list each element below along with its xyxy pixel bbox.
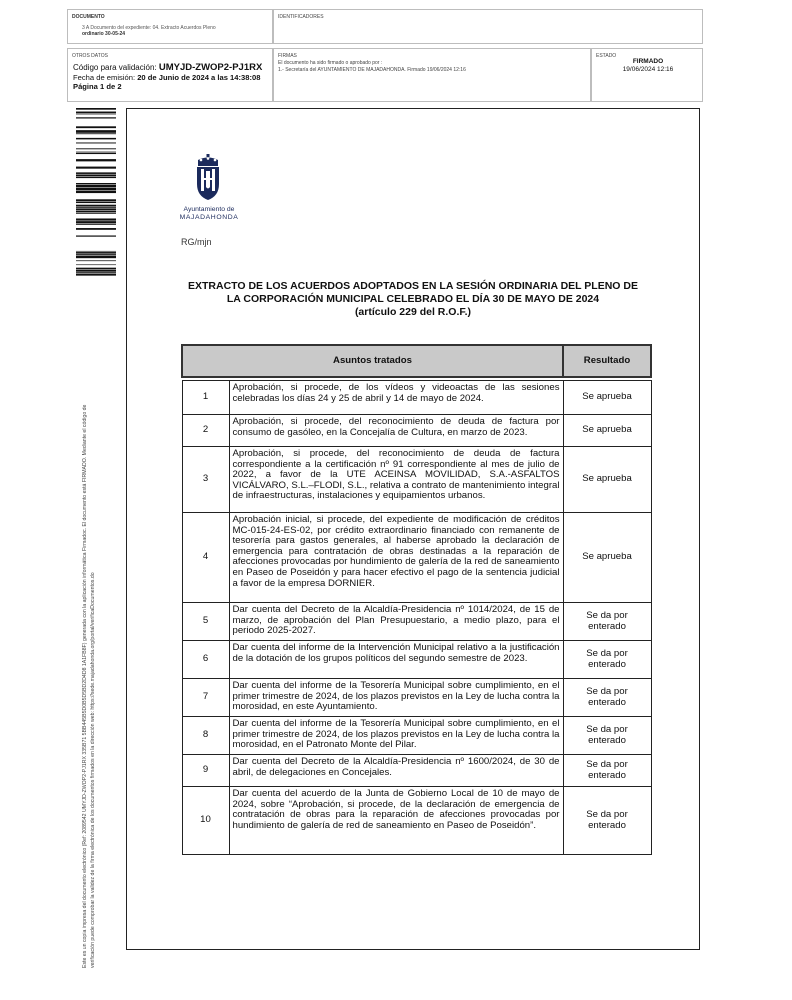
title-line3: (artículo 229 del R.O.F.) [354,306,472,318]
pagina-indicator: Página 1 de 2 [73,82,122,91]
barcode-bar [76,228,116,230]
barcode-bar [76,235,116,236]
barcode-bar [76,114,116,115]
barcode-bar [76,172,116,174]
row-result: Se da por enterado [563,717,651,755]
row-result: Se da por enterado [563,755,651,787]
row-number: 1 [182,381,229,415]
barcode-bar [76,202,116,203]
table-row [182,381,651,415]
row-result: Se aprueba [563,447,651,513]
table-row [182,641,651,679]
firmas-label: FIRMAS [278,53,297,59]
barcode-bar [76,174,116,176]
row-subject: Dar cuenta del informe de la Tesorería Municipal sobre cumplimiento, en el primer trimestre de 2024, de los plazos previstos en la Ley de lucha contra la morosidad, en este Ayuntamiento. [229,679,563,717]
table-row [182,755,651,787]
table-row [182,415,651,447]
barcode-bar [76,218,116,220]
row-result: Se da por enterado [563,679,651,717]
fecha-emision [73,73,260,82]
barcode-bar [76,130,116,133]
header-resultado: Resultado [563,345,651,377]
table-row [182,603,651,641]
fecha-value: 20 de Junio de 2024 a las 14:38:08 [137,73,261,82]
barcode-image [76,108,116,276]
barcode-bar [76,208,116,210]
estado-date: 19/06/2024 12:16 [622,66,674,73]
row-subject: Dar cuenta del informe de la Intervención Municipal relativo a la justificación de la dotación de los grupos políticos del segundo semestre de 2023. [229,641,563,679]
barcode-bar [76,268,116,270]
row-subject: Dar cuenta del Decreto de la Alcaldía-Presidencia nº 1014/2024, de 15 de marzo, de aprobación del Plan Presupuestario, a medio plazo, para el periodo 2025-2027. [229,603,563,641]
fecha-label: Fecha de emisión: [73,73,136,82]
barcode-bar [76,260,116,261]
barcode-bar [76,256,116,258]
barcode-bar [76,207,116,208]
barcode-bar [76,153,116,154]
table-row [182,447,651,513]
barcode-bar [76,264,116,265]
title-line1: EXTRACTO DE LOS ACUERDOS ADOPTADOS EN LA SESIÓN ORDINARIA DEL PLENO DE [188,280,638,292]
barcode-bar [76,183,116,184]
barcode-bar [76,148,116,149]
header-firmas-box [273,48,591,102]
row-number: 8 [182,717,229,755]
row-result: Se aprueba [563,415,651,447]
otros-datos-label: OTROS DATOS [72,53,108,59]
barcode-bar [76,254,116,255]
barcode-bar [76,112,116,114]
side-verification-text-2: verificación puede comprobar la validez de la firma electrónica de los documentos firmados en la dirección web: https://sede.majadahonda.org/portal/verificaDocumentos.do [90,572,96,968]
barcode-bar [76,126,116,128]
barcode-bar [76,252,116,254]
row-result: Se aprueba [563,513,651,603]
row-result: Se da por enterado [563,787,651,855]
side-verification-text-1: Este es un copia impresa del documento electrónico (Ref: 2089542 UMYJD-ZWOP2-PJ1RX 335B71 5BB445B5D0B5D5BD2D4D8 1A1FB8F) generada con la aplicación informática Firmadoc. El documento está FIRMADO. Mediante el código de [82,404,88,968]
identificadores-label: IDENTIFICADORES [278,14,324,20]
row-subject: Dar cuenta del acuerdo de la Junta de Gobierno Local de 10 de mayo de 2024, sobre “Aprobación, si procede, de la declaración de emergencia de contratación de obras para la reparación de afecciones provocadas por hundimiento de galería de red de saneamiento en Paseo de Poseidón”. [229,787,563,855]
estado-value: FIRMADO [632,58,664,65]
estado-label: ESTADO [596,53,617,59]
logo-text-line2: MAJADAHONDA [179,214,239,221]
row-subject: Aprobación, si procede, del reconocimiento de deuda de factura correspondiente a la certificación nº 91 correspondiente al mes de julio de 2022, a favor de la UTE ACEINSA MOVILIDAD, S.A.-ASFALTOS VICÁLVARO, S.L.–FLODI, S.L., relativa a contrato de mantenimiento integral de infraestructuras, instalaciones y equipamientos urbanos. [229,447,563,513]
reference-initials: RG/mjn [181,237,212,247]
barcode-bar [76,221,116,223]
firmas-line2: 1.- Secretaría del AYUNTAMIENTO DE MAJADAHONDA. Firmado 19/06/2024 12:16 [278,67,466,73]
barcode-bar [76,272,116,273]
table-row [182,717,651,755]
barcode-bar [76,167,116,169]
barcode-bar [76,138,116,140]
header-otros-datos-box [67,48,273,102]
row-result: Se da por enterado [563,641,651,679]
barcode-bar [76,251,116,252]
row-number: 9 [182,755,229,787]
codigo-label: Código para validación: [73,63,157,72]
row-subject: Dar cuenta del Decreto de la Alcaldía-Presidencia nº 1600/2024, de 30 de abril, de delegaciones en Concejales. [229,755,563,787]
row-subject: Aprobación, si procede, del reconocimiento de deuda de factura por consumo de gasóleo, en la Concejalía de Cultura, en marzo de 2023. [229,415,563,447]
barcode-bar [76,108,116,110]
firmas-line1: El documento ha sido firmado o aprobado por : [278,60,383,66]
codigo-value: UMYJD-ZWOP2-PJ1RX [158,62,263,73]
majadahonda-coat-of-arms-icon [193,154,223,202]
barcode-bar [76,213,116,214]
document-title [176,280,650,319]
barcode-bar [76,152,116,153]
barcode-bar [76,224,116,225]
barcode-bar [76,159,116,161]
row-number: 10 [182,787,229,855]
documento-label: DOCUMENTO [72,14,105,20]
table-row [182,513,651,603]
barcode-bar [76,199,116,201]
documento-value-line1: 3 A Documento del expediente: 04. Extracto Acuerdos Pleno [82,25,216,31]
row-subject: Aprobación, si procede, de los vídeos y videoactas de las sesiones celebradas los días 24 y 25 de abril y 14 de mayo de 2024. [229,381,563,415]
row-number: 2 [182,415,229,447]
barcode-bar [76,210,116,212]
row-result: Se da por enterado [563,603,651,641]
header-identificadores-box [273,9,703,44]
row-subject: Dar cuenta del informe de la Tesorería Municipal sobre cumplimiento, en el primer trimestre de 2024, de los plazos previstos en la Ley de lucha contra la morosidad, en el Patronato Monte del Pilar. [229,717,563,755]
row-subject: Aprobación inicial, si procede, del expediente de modificación de créditos MC-015-24-ES-02, por crédito extraordinario financiado con remanente de tesorería para gastos generales, al haberse aprobado la declaración de emergencia para contratación de obras destinadas a la reparación de afecciones provocadas por hundimiento de galería de la red de saneamiento en Paseo de Poseidón y para hacer efectivo el pago de la sentencia judicial a favor de la empresa DORNIER. [229,513,563,603]
header-documento-box [67,9,273,44]
table-row [182,787,651,855]
barcode-bar [76,117,116,118]
row-result: Se aprueba [563,381,651,415]
row-number: 5 [182,603,229,641]
barcode-bar [76,191,116,193]
barcode-bar [76,133,116,134]
row-number: 4 [182,513,229,603]
documento-value-line2: ordinario 30-05-24 [82,31,126,37]
barcode-bar [76,185,116,187]
barcode-bar [76,177,116,179]
barcode-bar [76,142,116,143]
row-number: 3 [182,447,229,513]
table-header-row [182,345,651,377]
header-estado-box [591,48,703,102]
agenda-table-body [182,381,651,855]
logo-text-line1: Ayuntamiento de [183,206,235,213]
table-row [182,679,651,717]
barcode-bar [76,205,116,207]
barcode-bar [76,270,116,272]
title-line2: LA CORPORACIÓN MUNICIPAL CELEBRADO EL DÍA 30 DE MAYO DE 2024 [226,293,600,305]
header-asuntos: Asuntos tratados [182,345,563,377]
barcode-bar [76,274,116,276]
row-number: 7 [182,679,229,717]
row-number: 6 [182,641,229,679]
barcode-bar [76,188,116,191]
agenda-table [181,344,652,855]
codigo-validacion [73,63,262,72]
